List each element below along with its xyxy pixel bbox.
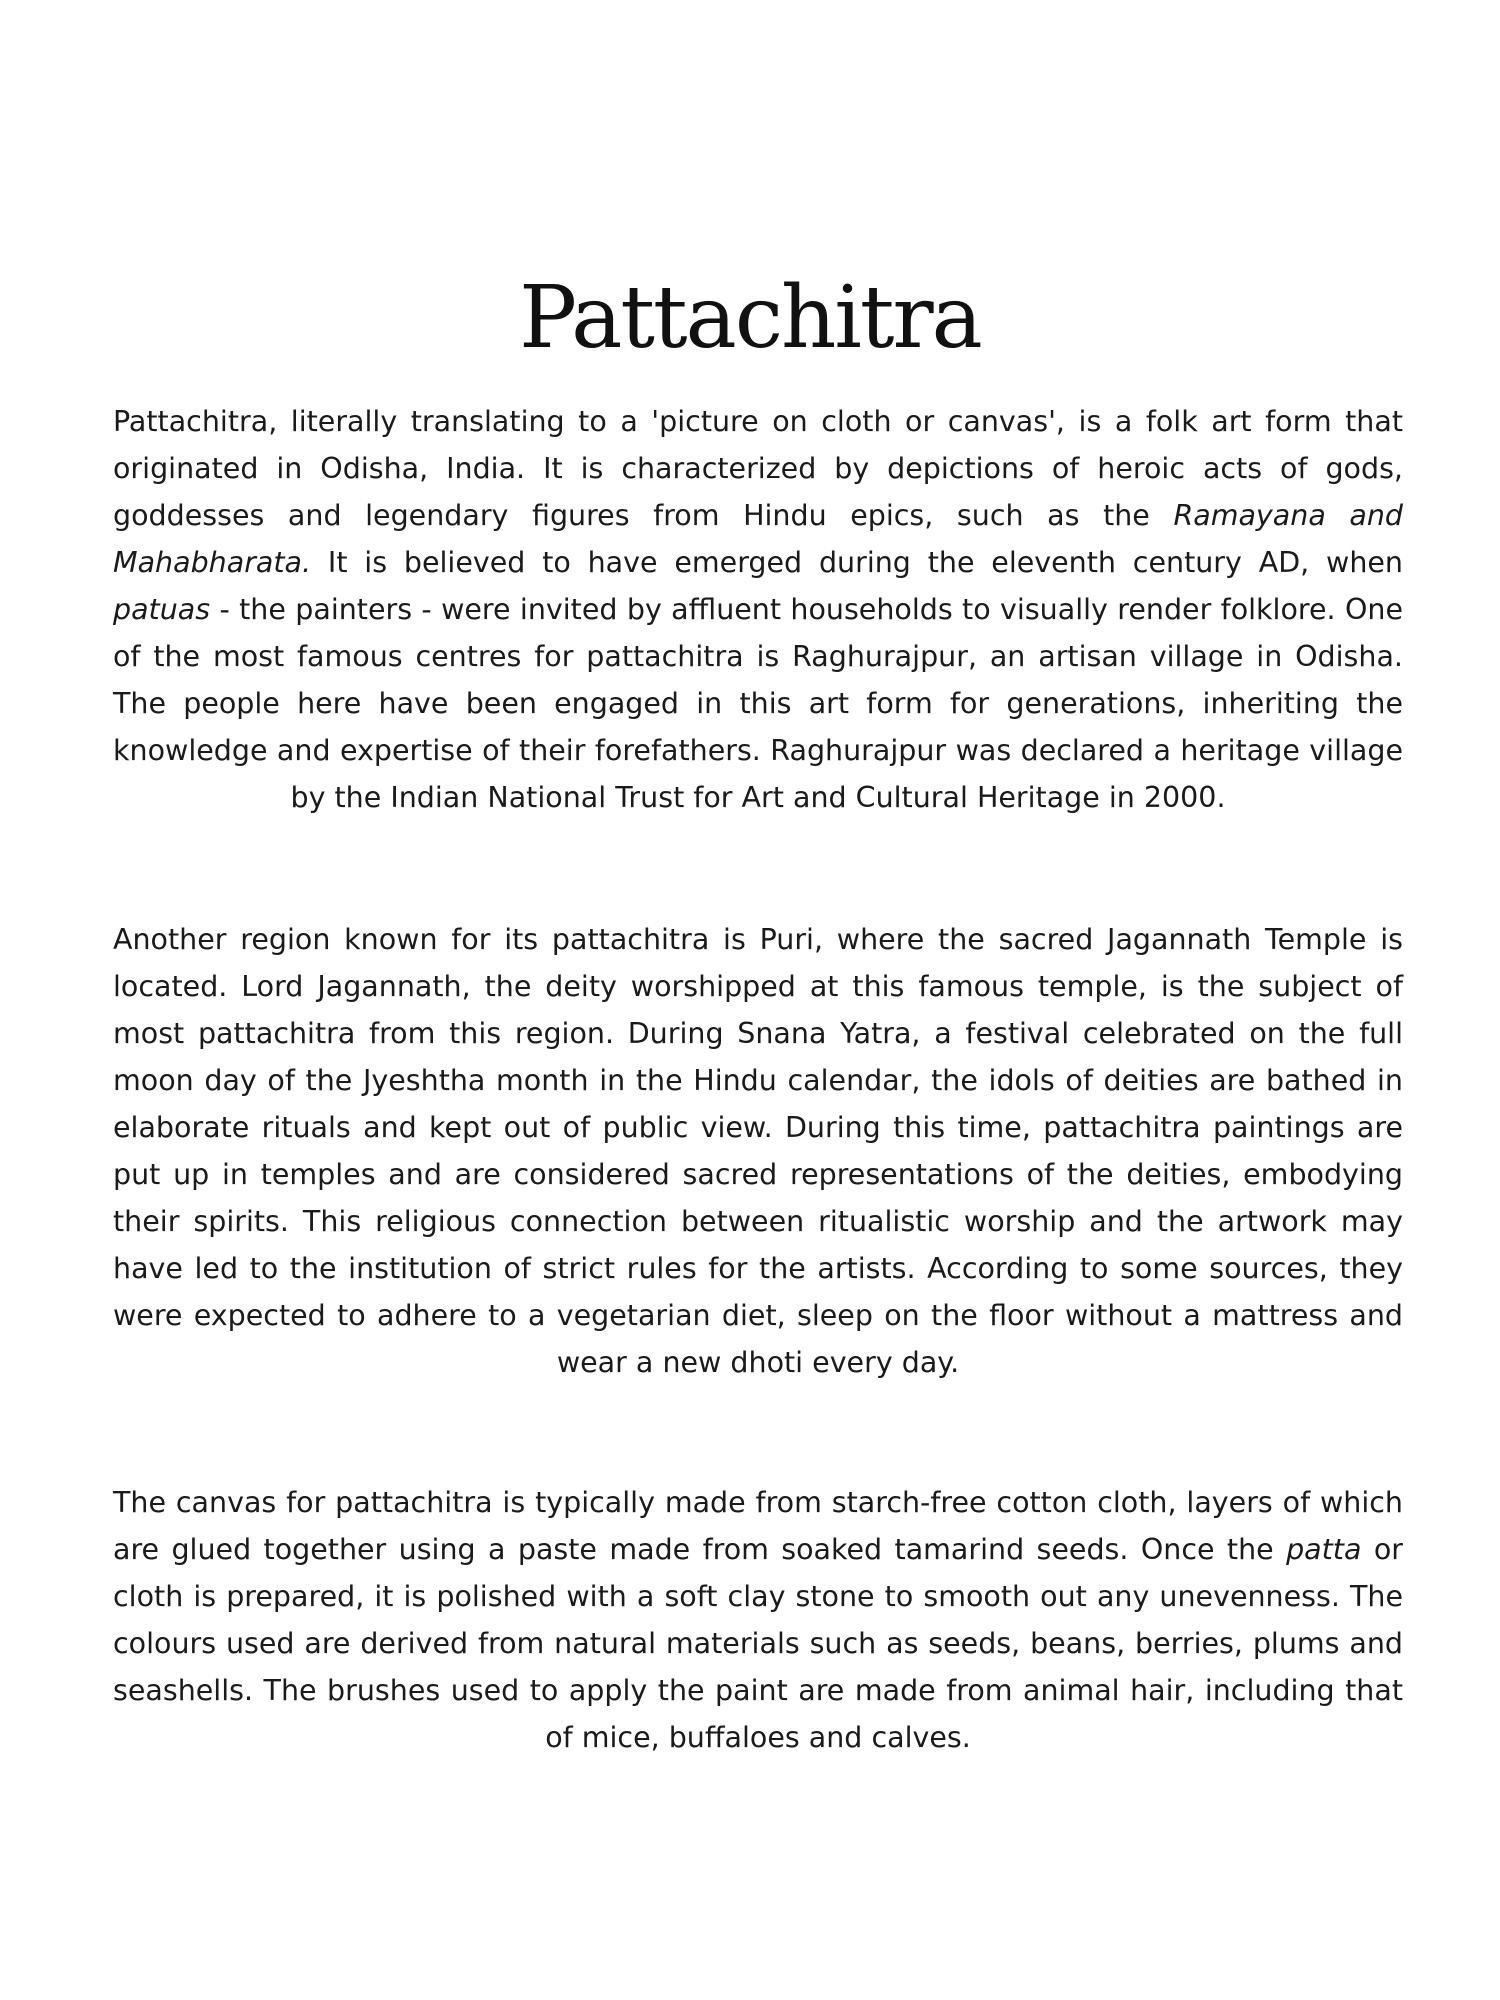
paragraph-1-text-e: - the painters - were invited by affluent households to visually render folklore. One of the most famous centres for pattachitra is Raghurajpur, an artisan village in Odisha. The people here have been engaged in this art form for generations, inheriting the knowledge and expertise of their forefathers. Raghurajpur was declared a heritage village by the Indian National Trust for Art and Cultural Heritage in 2000.	[113, 593, 1403, 814]
patta-italic: patta	[1286, 1533, 1362, 1566]
paragraph-3-text-c: or cloth is prepared, it is polished with a soft clay stone to smooth out any unevenness. The colours used are derived from natural materials such as seeds, beans, berries, plums and seashells. The brushes used to apply the paint are made from animal hair, including that of mice, buffaloes and calves.	[113, 1533, 1403, 1754]
paragraph-3-text-a: The canvas for pattachitra is typically made from starch-free cotton cloth, layers of which are glued together using a paste made from soaked tamarind seeds. Once the	[113, 1486, 1403, 1566]
page-title: Pattachitra	[519, 268, 981, 368]
patuas-italic: patuas	[113, 593, 211, 626]
paragraph-1-text-c: It is believed to have emerged during the eleventh century AD, when	[311, 546, 1403, 579]
paragraph-2-text: Another region known for its pattachitra is Puri, where the sacred Jagannath Temple is located. Lord Jagannath, the deity worshipped at this famous temple, is the subject of most pattachitra from this region. During Snana Yatra, a festival celebrated on the full moon day of the Jyeshtha month in the Hindu calendar, the idols of deities are bathed in elaborate rituals and kept out of public view. During this time, pattachitra paintings are put up in temples and are considered sacred representations of the deities, embodying their spirits. This religious connection between ritualistic worship and the artwork may have led to the institution of strict rules for the artists. According to some sources, they were expected to adhere to a vegetarian diet, sleep on the floor without a mattress and wear a new dhoti every day.	[113, 923, 1403, 1379]
epics-italic: Ramayana and Mahabharata.	[113, 499, 1403, 579]
paragraph-1-text-a: Pattachitra, literally translating to a 'picture on cloth or canvas', is a folk art form that originated in Odisha, India. It is characterized by depictions of heroic acts of gods, goddesses and legendary figures from Hindu epics, such as the	[113, 405, 1403, 532]
paragraph-origins	[113, 398, 1403, 821]
paragraph-canvas	[113, 1479, 1403, 1761]
paragraph-puri	[113, 916, 1403, 1386]
